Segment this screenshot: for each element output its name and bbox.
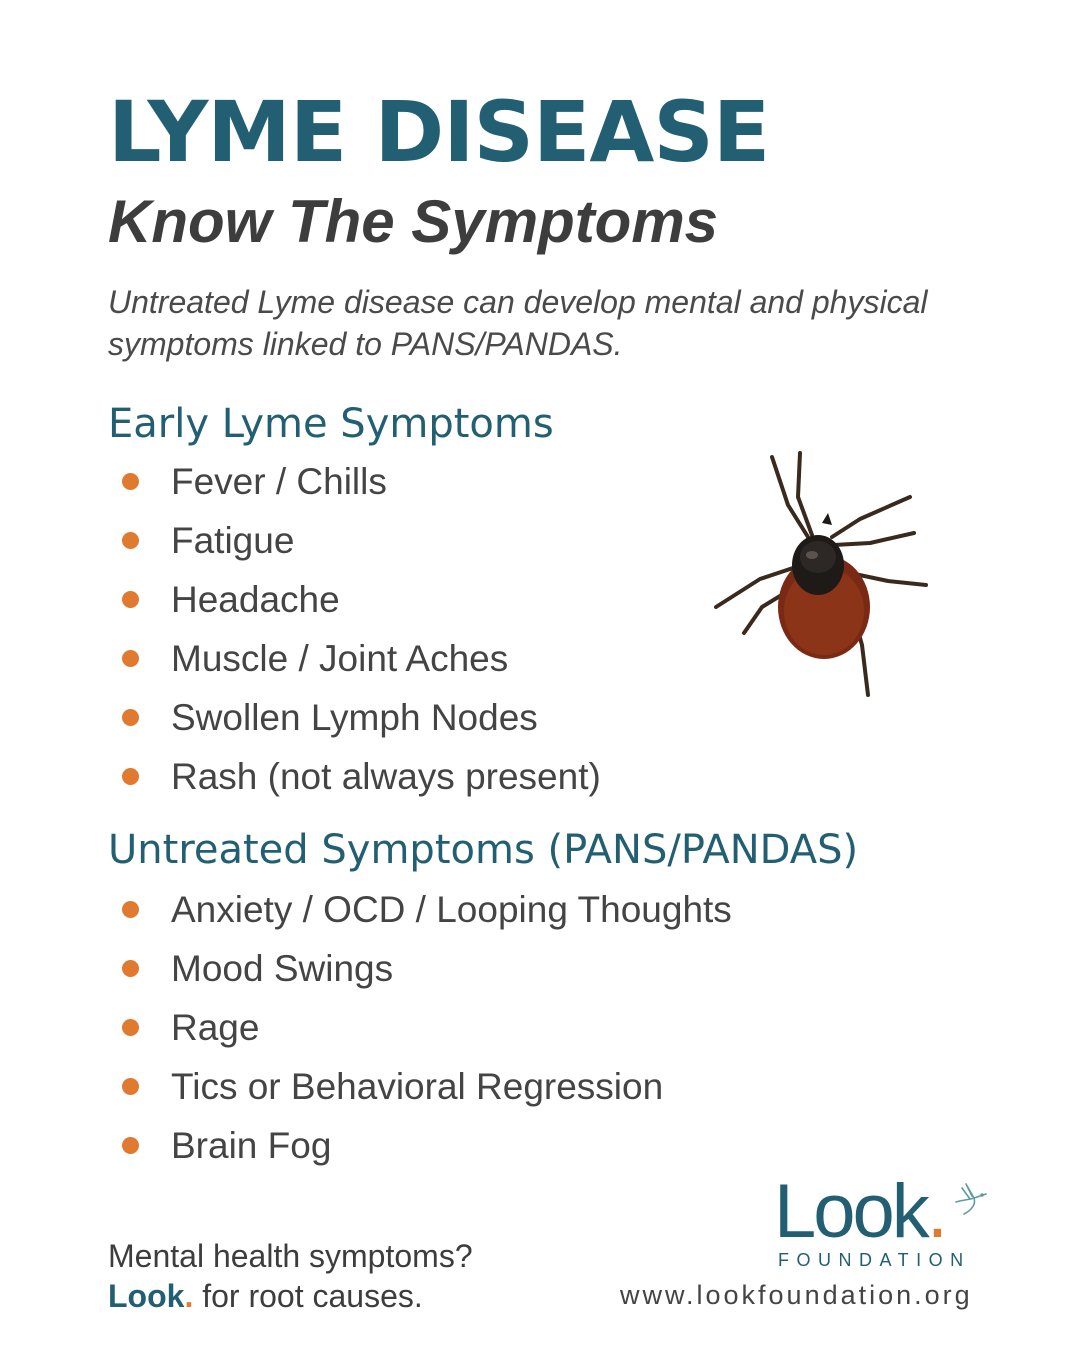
intro-text: Untreated Lyme disease can develop mental and physical symptoms linked to PANS/PANDAS. bbox=[108, 284, 928, 362]
bullet-icon bbox=[122, 473, 139, 490]
tagline-answer bbox=[108, 1276, 473, 1316]
list-item bbox=[122, 452, 601, 511]
untreated-symptoms-list bbox=[122, 880, 732, 1175]
symptom-label: Tics or Behavioral Regression bbox=[171, 1065, 664, 1107]
tick-illustration bbox=[700, 445, 940, 705]
bullet-icon bbox=[122, 532, 139, 549]
early-symptoms-heading: Early Lyme Symptoms bbox=[108, 401, 554, 447]
logo-word: Look bbox=[774, 1169, 927, 1254]
logo-wordmark bbox=[774, 1169, 945, 1254]
symptom-label: Rash (not always present) bbox=[171, 755, 601, 797]
list-item bbox=[122, 880, 732, 939]
page-title: LYME DISEASE bbox=[108, 83, 770, 181]
tagline-question: Mental health symptoms? bbox=[108, 1238, 473, 1274]
tagline-rest: for root causes. bbox=[193, 1278, 423, 1314]
list-item bbox=[122, 570, 601, 629]
website-url: www.lookfoundation.org bbox=[620, 1280, 973, 1310]
list-item bbox=[122, 688, 601, 747]
symptom-label: Brain Fog bbox=[171, 1124, 332, 1166]
bullet-icon bbox=[122, 1137, 139, 1154]
list-item bbox=[122, 1116, 732, 1175]
symptom-label: Mood Swings bbox=[171, 947, 394, 989]
tagline-dot: . bbox=[184, 1278, 194, 1314]
logo-subtitle: FOUNDATION bbox=[778, 1250, 971, 1270]
look-foundation-logo bbox=[770, 1169, 1000, 1272]
untreated-symptoms-heading: Untreated Symptoms (PANS/PANDAS) bbox=[108, 827, 859, 873]
bullet-icon bbox=[122, 591, 139, 608]
symptom-label: Anxiety / OCD / Looping Thoughts bbox=[171, 888, 732, 930]
symptom-label: Muscle / Joint Aches bbox=[171, 637, 509, 679]
list-item bbox=[122, 1057, 732, 1116]
bullet-icon bbox=[122, 1019, 139, 1036]
bullet-icon bbox=[122, 901, 139, 918]
page-subtitle: Know The Symptoms bbox=[108, 188, 719, 255]
bullet-icon bbox=[122, 768, 139, 785]
tagline-brand: Look bbox=[108, 1278, 185, 1314]
bullet-icon bbox=[122, 1078, 139, 1095]
list-item bbox=[122, 998, 732, 1057]
list-item bbox=[122, 511, 601, 570]
symptom-label: Swollen Lymph Nodes bbox=[171, 696, 538, 738]
early-symptoms-list bbox=[122, 452, 601, 806]
symptom-label: Fatigue bbox=[171, 519, 295, 561]
symptom-label: Rage bbox=[171, 1006, 260, 1048]
list-item bbox=[122, 629, 601, 688]
symptom-label: Headache bbox=[171, 578, 340, 620]
logo-dot: . bbox=[926, 1169, 945, 1254]
hummingbird-icon bbox=[952, 1180, 992, 1220]
symptom-label: Fever / Chills bbox=[171, 460, 387, 502]
list-item bbox=[122, 939, 732, 998]
bullet-icon bbox=[122, 709, 139, 726]
bullet-icon bbox=[122, 650, 139, 667]
list-item bbox=[122, 747, 601, 806]
bullet-icon bbox=[122, 960, 139, 977]
footer-tagline bbox=[108, 1236, 473, 1316]
